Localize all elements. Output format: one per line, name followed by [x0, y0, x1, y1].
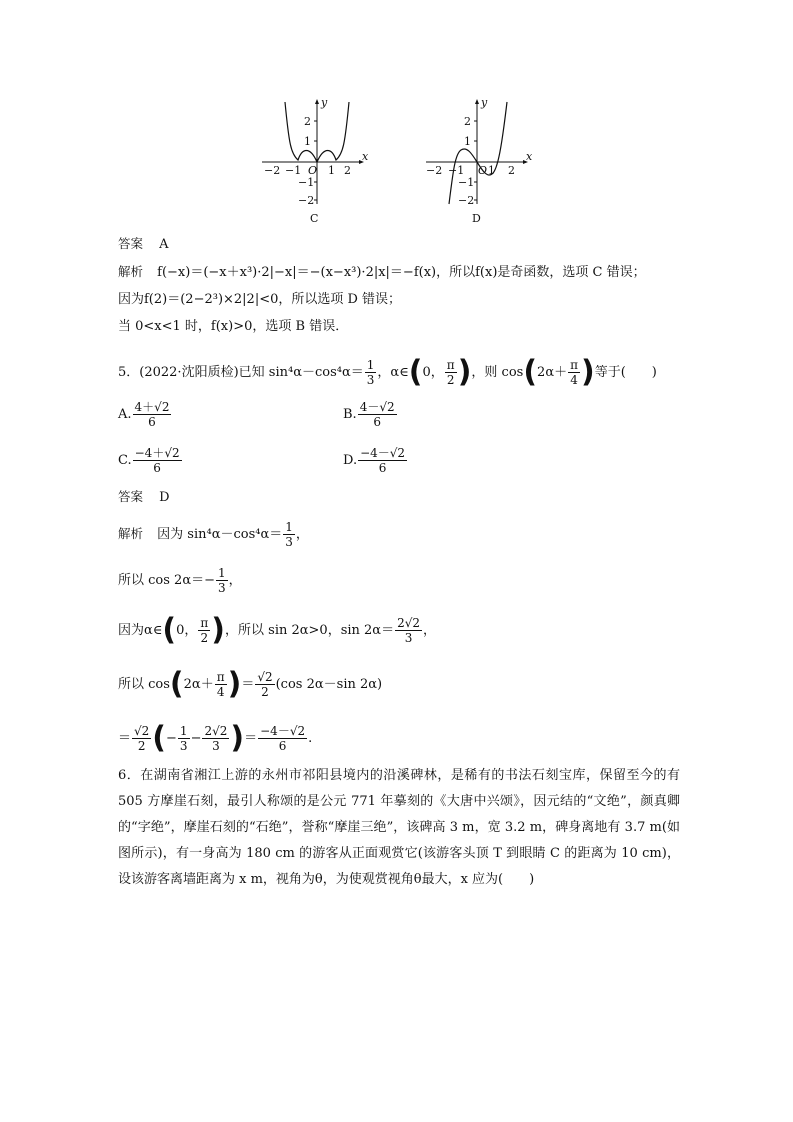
y-axis-arrow — [315, 99, 319, 104]
y-tick: 2 — [464, 115, 471, 128]
q5-source: (2022·沈阳质检) — [139, 365, 239, 380]
option-b[interactable]: B. $\frac{4-√2}{6}$ — [343, 400, 395, 429]
x-tick: 2 — [508, 164, 515, 177]
analysis-label: 解析 — [118, 526, 144, 541]
x-tick: 1 — [328, 164, 335, 177]
graph-c — [258, 94, 370, 226]
analysis-text: f(−x)＝(−x＋x³)·2|−x|＝−(x−x³)·2|x|＝−f(x)，所以f(x)是奇函数，选项 C 错误； — [157, 265, 646, 280]
q5-stem-text: 已知 sin⁴α－cos⁴α＝ — [238, 365, 364, 380]
origin-label: O — [478, 164, 488, 177]
answer-label: 答案 — [118, 489, 144, 504]
q5-analysis-line-1: 解析 因为 sin⁴α－cos⁴α＝ $\frac{1}{3}$ ， — [118, 520, 309, 549]
graph-d — [422, 94, 534, 226]
q5-number: 5． — [118, 365, 140, 380]
y-tick: −2 — [458, 194, 475, 207]
q5-analysis-line-4: 所以 cos(2α＋ $\frac{\pi}{4}$ )＝ $\frac{√2}{2}$ (cos 2α－sin 2α) — [118, 666, 383, 702]
y-tick: 1 — [304, 135, 311, 148]
option-d[interactable]: D. $\frac{-4-√2}{6}$ — [343, 446, 406, 475]
graph-caption: D — [472, 212, 481, 225]
q4-analysis-line-2: 因为f(2)＝(2−2³)×2|2|<0，所以选项 D 错误； — [118, 292, 402, 307]
y-tick: 1 — [464, 135, 471, 148]
y-tick: 2 — [304, 115, 311, 128]
analysis-label: 解析 — [118, 264, 144, 279]
graph-caption: C — [310, 212, 319, 225]
q4-analysis-line-3: 当 0<x<1 时，f(x)>0，选项 B 错误． — [118, 319, 349, 334]
x-label: x — [526, 150, 533, 163]
y-tick: −2 — [298, 194, 315, 207]
option-c[interactable]: C. $\frac{-4+√2}{6}$ — [118, 446, 180, 475]
x-tick: 1 — [488, 164, 495, 177]
q5-analysis-line-3: 因为α∈(0， $\frac{\pi}{2}$ )，所以 sin 2α>0，sin 2α＝ $\frac{2√2}{3}$ ， — [118, 612, 437, 648]
q5-answer — [118, 487, 170, 508]
x-tick: −1 — [448, 164, 465, 177]
x-label: x — [362, 150, 369, 163]
answer-value: D — [159, 490, 170, 505]
x-tick: −1 — [285, 164, 302, 177]
fraction: $\frac{\pi}{2}$ — [446, 358, 455, 387]
x-tick: 2 — [344, 164, 351, 177]
y-tick: −1 — [458, 176, 475, 189]
q5-stem: 5．(2022·沈阳质检)已知 sin⁴α－cos⁴α＝ $\frac{1}{3}$ ，α∈(0， $\frac{\pi}{2}$ )，则 cos(2α＋ $\frac{\pi}{4}$ )等于( ) — [118, 354, 657, 390]
answer-value: A — [159, 237, 169, 252]
y-axis-arrow — [475, 99, 479, 104]
answer-label: 答案 — [118, 236, 144, 251]
option-a[interactable]: A. $\frac{4+√2}{6}$ — [118, 400, 170, 429]
fraction: $\frac{1}{3}$ — [366, 358, 375, 387]
fraction: $\frac{\pi}{4}$ — [570, 358, 578, 387]
y-label: y — [481, 96, 488, 109]
q6-paragraph: 6．在湖南省湘江上游的永州市祁阳县境内的沿溪碑林，是稀有的书法石刻宝库，保留至今的有 505 方摩崖石刻，最引人称颂的是公元 771 年摹刻的《大唐中兴颂》，因元结的“文绝”，颜真卿的“字绝”，摩崖石刻的“石绝”，誉称“摩崖三绝”，该碑高 3 m，宽 3.2 m，碑身离地有 3.7 m(如图所示)，有一身高为 180 cm 的游客从正面观赏它(该游客头顶 T 到眼睛 C 的距离为 10 cm)，设该游客离墙距离为 x m，视角为θ，为使观赏视角θ最大，x 应为( ) — [118, 768, 680, 887]
x-tick: −2 — [264, 164, 281, 177]
y-label: y — [321, 96, 328, 109]
q4-answer — [118, 234, 169, 255]
origin-label: O — [308, 164, 318, 177]
x-tick: −2 — [426, 164, 443, 177]
q5-analysis-line-5: ＝ $\frac{√2}{2}$ (− $\frac{1}{3}$ − $\frac{2√2}{3}$ )＝ $\frac{-4-√2}{6}$ . — [118, 720, 313, 756]
y-tick: −1 — [298, 176, 315, 189]
q4-analysis-line-1 — [118, 262, 646, 283]
q5-analysis-line-2: 所以 cos 2α＝− $\frac{1}{3}$ ， — [118, 566, 242, 595]
